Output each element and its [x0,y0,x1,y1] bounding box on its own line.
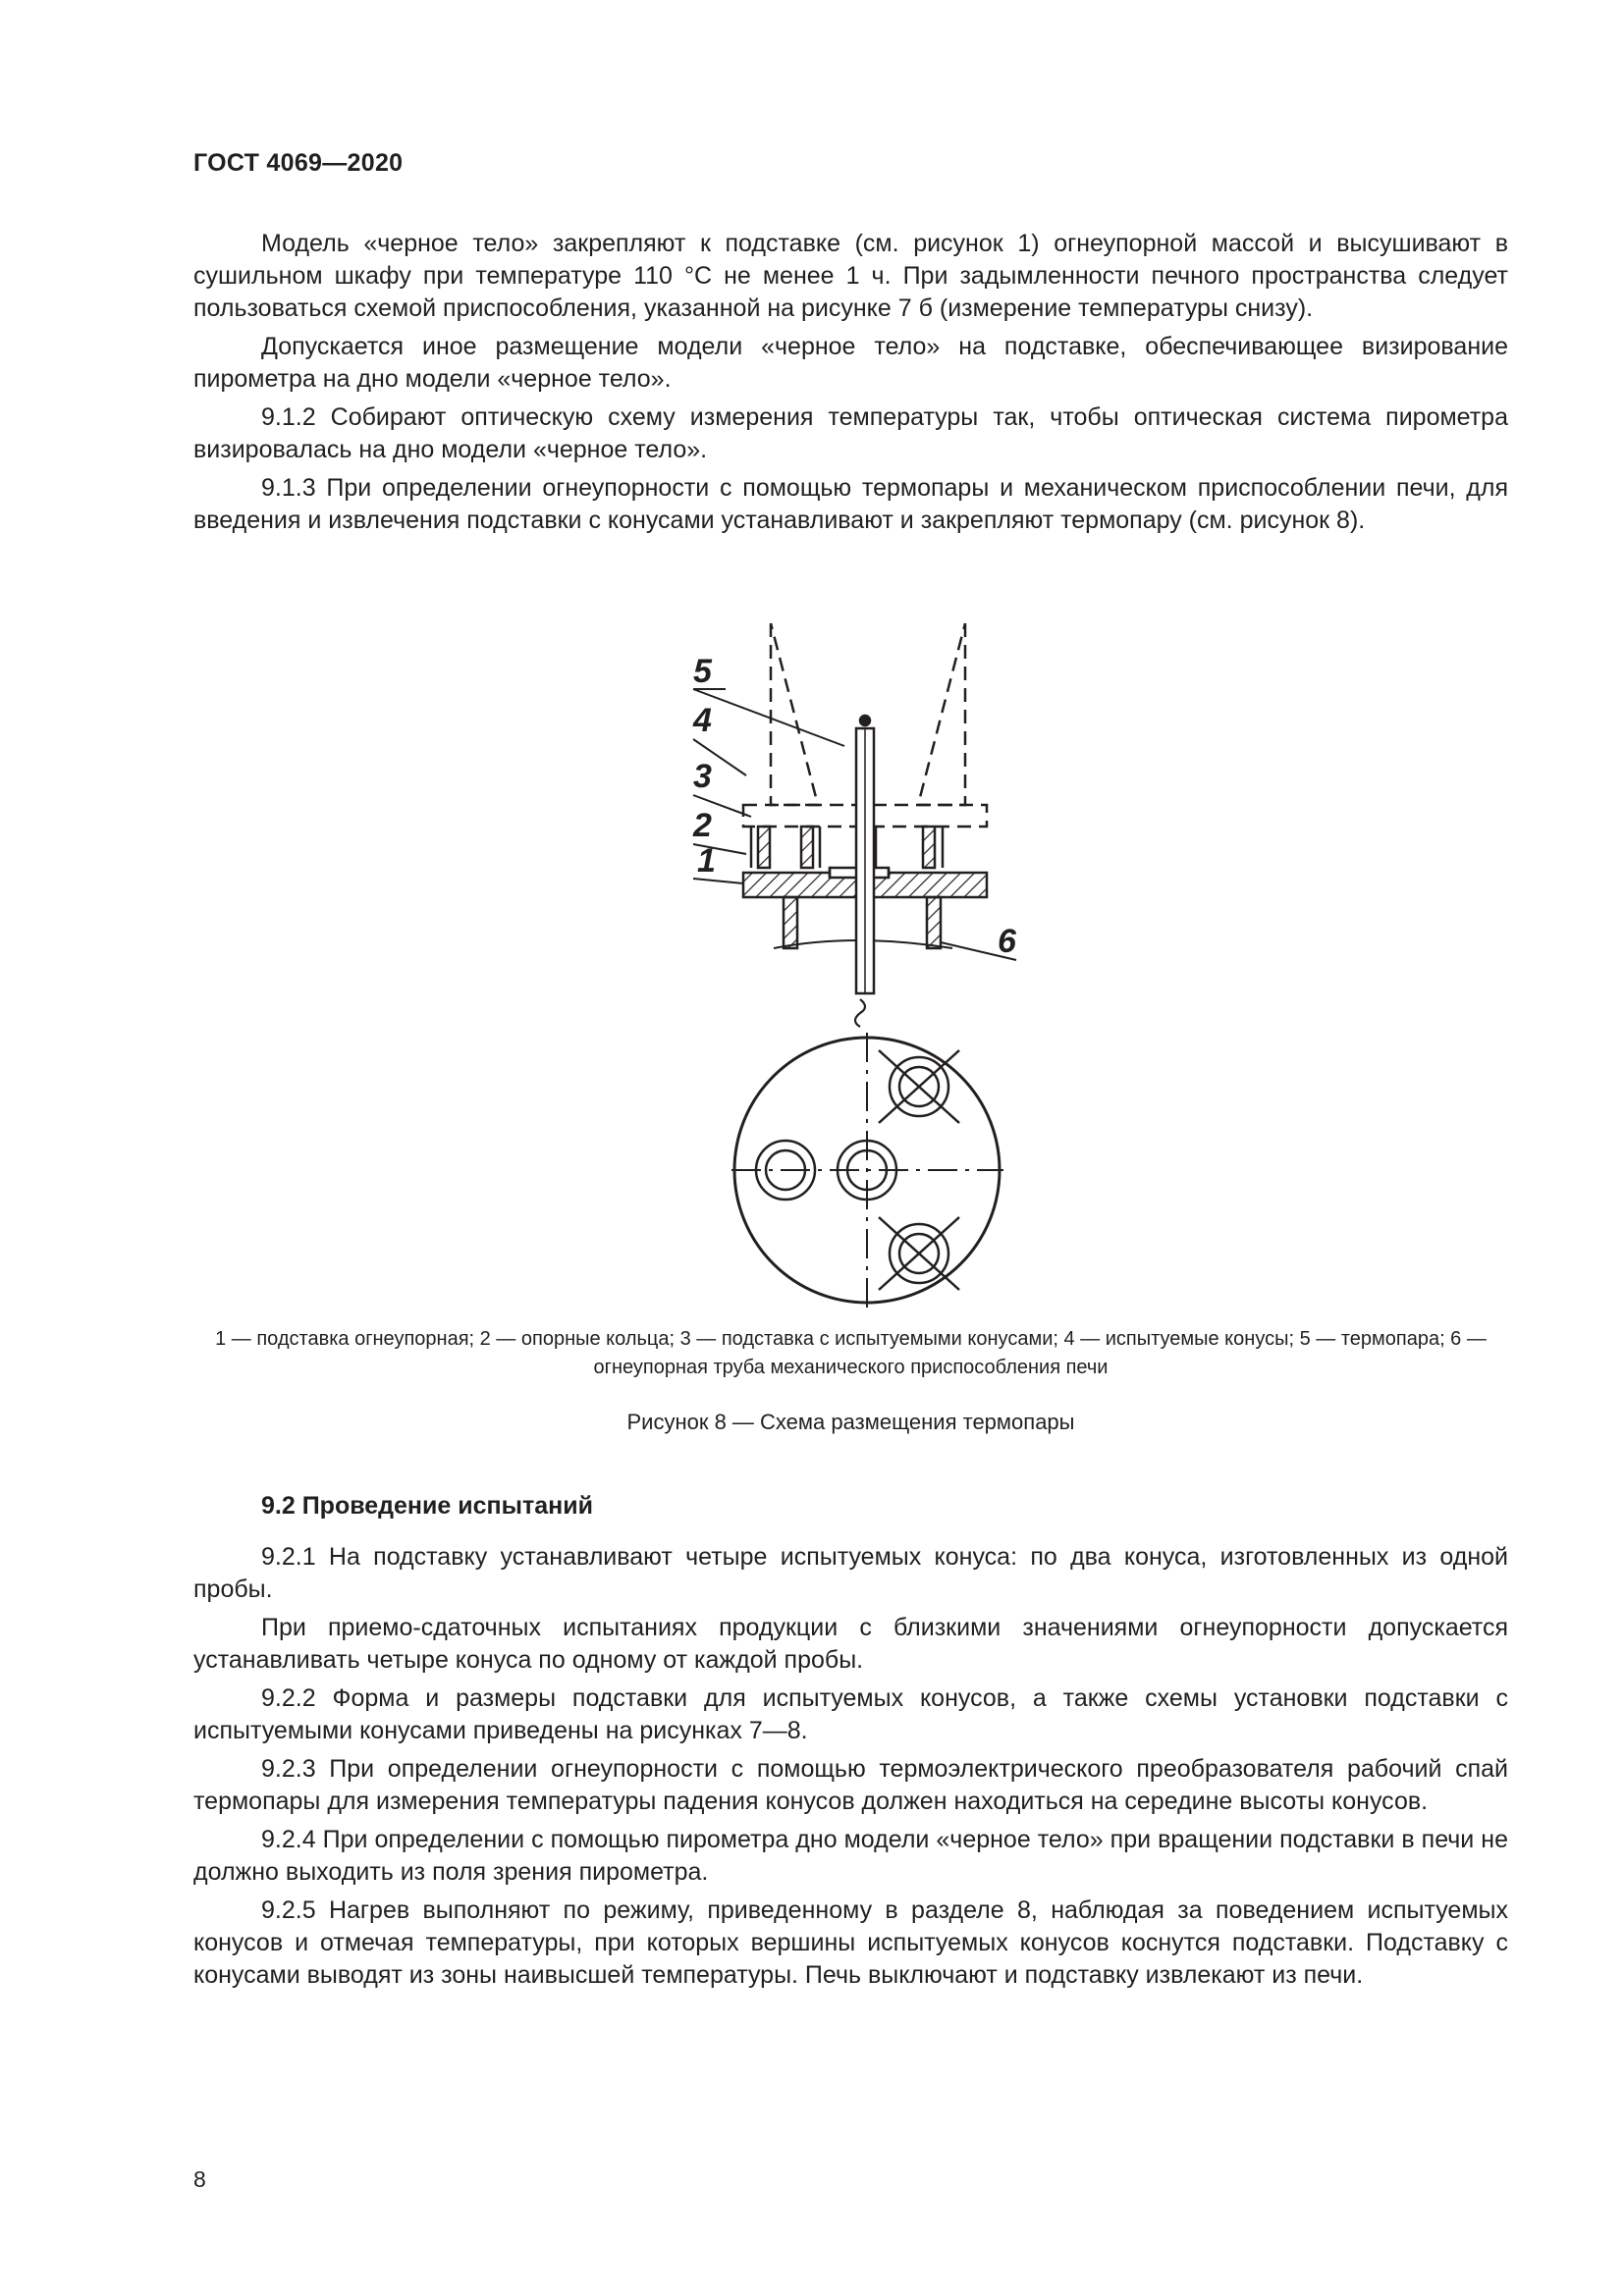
refractory-stand [743,873,987,897]
callout-4: 4 [693,702,712,739]
section-title: 9.2 Проведение испытаний [261,1492,593,1520]
paragraph: 9.2.3 При определении огнеупорности с помощью термоэлектрического преобразователя рабочий спай термопары для измерения температуры падения конусов должен находиться на середине высоты конусов. [193,1755,1508,1815]
cone-stand [743,805,987,827]
stand-plan-circle [734,1038,1000,1303]
paragraph: 9.2.4 При определении с помощью пирометра дно модели «черное тело» при вращении подставки в печи не должно выходить из поля зрения пирометра. [193,1826,1508,1886]
paragraph: 9.1.2 Собирают оптическую схему измерения температуры так, чтобы оптическая система пирометра визировалась на дно модели «черное тело». [193,403,1508,463]
callout-2: 2 [693,807,712,844]
thermocouple [856,728,874,993]
bottom-text [193,1541,1508,1992]
callout-3: 3 [693,758,712,795]
paragraph: 9.2.2 Форма и размеры подставки для испытуемых конусов, а также схемы установки подставки с испытуемыми конусами приведены на рисунках 7—8. [193,1684,1508,1744]
cone-seat [879,1050,959,1123]
paragraph: Модель «черное тело» закрепляют к подставке (см. рисунок 1) огнеупорной массой и высушивают в сушильном шкафу при температуре 110 °С не менее 1 ч. При задымленности печного пространства следует пользоваться схемой приспособления, указанной на рисунке 7 б (измерение температуры снизу). [193,230,1508,322]
paragraph: Допускается иное размещение модели «черное тело» на подставке, обеспечивающее визирование пирометра на дно модели «черное тело». [193,333,1508,393]
paragraph: 9.2.5 Нагрев выполняют по режиму, приведенному в разделе 8, наблюдая за поведением испытуемых конусов и отмечая температуры, при которых вершины испытуемых конусов коснутся подставки. Подставку с конусами выводят из зоны наивысшей температуры. Печь выключают и подставку извлекают из печи. [193,1896,1508,1989]
support-ring [758,827,770,868]
cone-left [771,623,818,805]
support-ring [801,827,813,868]
furnace-tube [927,897,941,948]
figure-legend: 1 — подставка огнеупорная; 2 — опорные кольца; 3 — подставка с испытуемыми конусами; 4 — испытуемые конусы; 5 — термопара; 6 — огнеупорная труба механического приспособления печи [215,1328,1487,1378]
cone-seat [879,1217,959,1290]
cone-seat [756,1141,815,1200]
paragraph: 9.2.1 На подставку устанавливают четыре испытуемых конуса: по два конуса, изготовленных из одной пробы. [193,1543,1508,1603]
top-text [193,228,1508,537]
callout-1: 1 [697,842,716,880]
paragraph: При приемо-сдаточных испытаниях продукции с близкими значениями огнеупорности допускается устанавливать четыре конуса по одному от каждой пробы. [193,1614,1508,1674]
cone-seat [838,1141,896,1200]
furnace-tube [784,897,797,948]
cone-right [918,623,965,805]
figure-caption: Рисунок 8 — Схема размещения термопары [626,1410,1075,1434]
support-ring [923,827,935,868]
document-header: ГОСТ 4069—2020 [193,149,404,177]
page-number: 8 [193,2166,206,2192]
callout-5: 5 [693,653,712,690]
paragraph: 9.1.3 При определении огнеупорности с помощью термопары и механическом приспособлении печи, для введения и извлечения подставки с конусами устанавливают и закрепляют термопару (см. рисунок 8). [193,474,1508,534]
callout-6: 6 [998,923,1016,960]
